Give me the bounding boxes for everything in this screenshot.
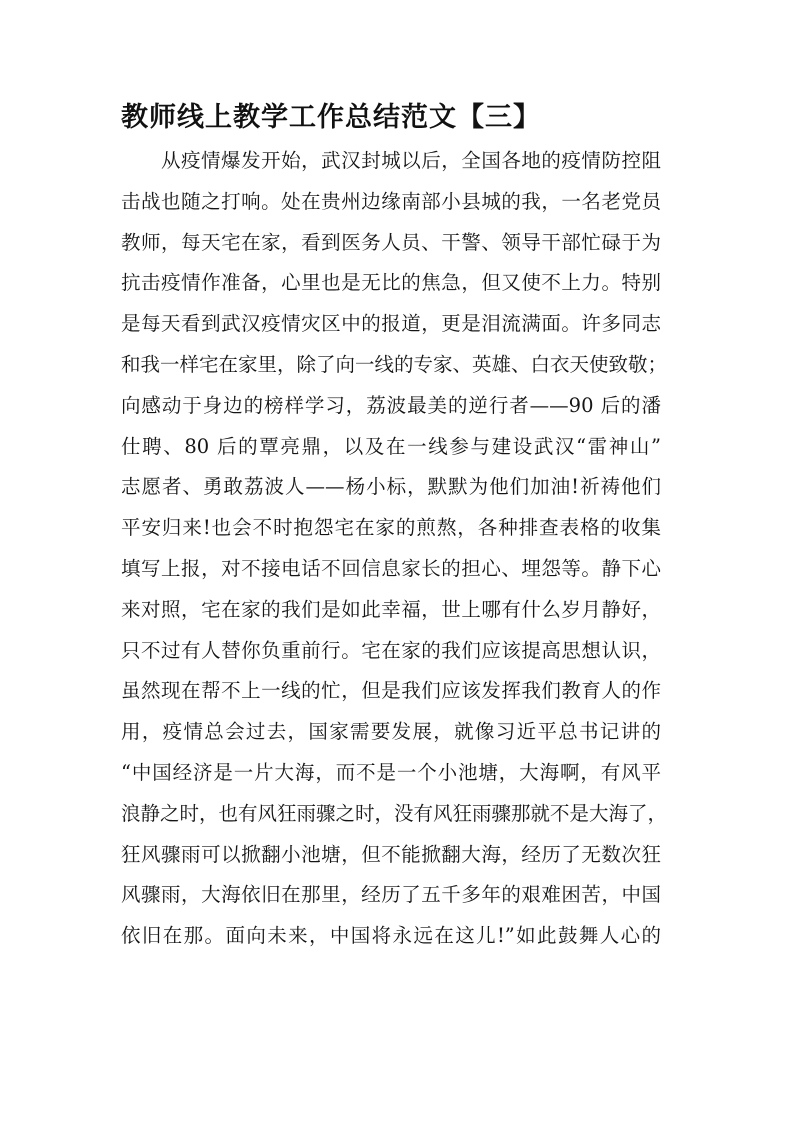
text-line: 教师，每天宅在家，看到医务人员、干警、领导干部忙碌于为 bbox=[121, 230, 661, 254]
text-line: 来对照，宅在家的我们是如此幸福，世上哪有什么岁月静好， bbox=[121, 597, 661, 621]
text-line: 依旧在那。面向未来，中国将永远在这儿!”如此鼓舞人心的 bbox=[121, 924, 661, 948]
text-line: 狂风骤雨可以掀翻小池塘，但不能掀翻大海，经历了无数次狂 bbox=[121, 842, 661, 866]
text-line: 平安归来!也会不时抱怨宅在家的煎熬，各种排查表格的收集 bbox=[121, 516, 661, 540]
text-line: 和我一样宅在家里，除了向一线的专家、英雄、白衣天使致敬； bbox=[121, 352, 668, 376]
document-title: 教师线上教学工作总结范文【三】 bbox=[121, 102, 541, 133]
text-line: 用，疫情总会过去，国家需要发展，就像习近平总书记讲的 bbox=[121, 720, 661, 744]
text-line: 击战也随之打响。处在贵州边缘南部小县城的我，一名老党员 bbox=[121, 189, 661, 213]
text-line: 是每天看到武汉疫情灾区中的报道，更是泪流满面。许多同志 bbox=[121, 312, 661, 336]
text-line: “中国经济是一片大海，而不是一个小池塘，大海啊，有风平 bbox=[121, 760, 661, 784]
text-line: 仕聘、80 后的覃亮鼎，以及在一线参与建设武汉“雷神山” bbox=[121, 434, 661, 458]
text-line: 志愿者、勇敢荔波人——杨小标，默默为他们加油!祈祷他们 bbox=[121, 475, 661, 499]
text-line: 向感动于身边的榜样学习，荔波最美的逆行者——90 后的潘 bbox=[121, 393, 661, 417]
text-line: 浪静之时，也有风狂雨骤之时，没有风狂雨骤那就不是大海了， bbox=[121, 801, 668, 825]
text-line: 抗击疫情作准备，心里也是无比的焦急，但又使不上力。特别 bbox=[121, 271, 661, 295]
body-paragraph bbox=[121, 141, 668, 957]
text-line: 虽然现在帮不上一线的忙，但是我们应该发挥我们教育人的作 bbox=[121, 679, 661, 703]
text-line: 风骤雨，大海依旧在那里，经历了五千多年的艰难困苦，中国 bbox=[121, 883, 661, 907]
text-line: 从疫情爆发开始，武汉封城以后，全国各地的疫情防控阻 bbox=[161, 149, 661, 172]
text-line: 只不过有人替你负重前行。宅在家的我们应该提高思想认识， bbox=[121, 638, 661, 662]
text-line: 填写上报，对不接电话不回信息家长的担心、埋怨等。静下心 bbox=[121, 556, 661, 580]
